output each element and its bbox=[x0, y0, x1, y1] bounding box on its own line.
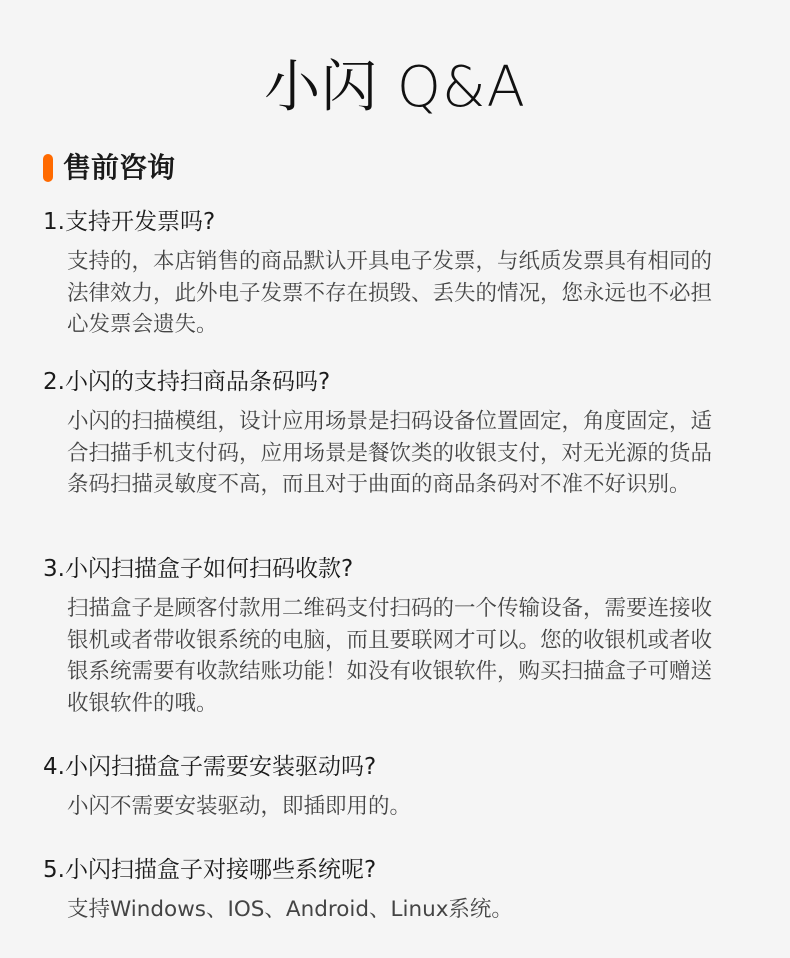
faq-answer: 小闪的扫描模组，设计应用场景是扫码设备位置固定，角度固定，适合扫描手机支付码，应用场景是餐饮类的收银支付，对无光源的货品条码扫描灵敏度不高，而且对于曲面的商品条码对不准不好识别。 bbox=[67, 409, 713, 497]
faq-answer: 支持的，本店销售的商品默认开具电子发票，与纸质发票具有相同的法律效力，此外电子发票不存在损毁、丢失的情况，您永远也不必担心发票会遗失。 bbox=[67, 249, 713, 337]
section-accent-bar bbox=[43, 154, 53, 182]
faq-question: 1.支持开发票吗? bbox=[43, 209, 216, 235]
faq-item bbox=[43, 366, 743, 501]
faq-question: 5.小闪扫描盒子对接哪些系统呢? bbox=[43, 857, 377, 883]
faq-item bbox=[43, 553, 743, 719]
faq-answer: 支持Windows、IOS、Android、Linux系统。 bbox=[67, 897, 513, 922]
faq-answer: 扫描盒子是顾客付款用二维码支付扫码的一个传输设备，需要连接收银机或者带收银系统的电脑，而且要联网才可以。您的收银机或者收银系统需要有收款结账功能！如没有收银软件，购买扫描盒子可赠送收银软件的哦。 bbox=[67, 596, 713, 716]
faq-answer: 小闪不需要安装驱动，即插即用的。 bbox=[67, 794, 412, 819]
page-title: 小闪 Q&A bbox=[264, 55, 526, 120]
faq-question: 3.小闪扫描盒子如何扫码收款? bbox=[43, 556, 354, 582]
section-header bbox=[43, 150, 175, 186]
faq-question: 2.小闪的支持扫商品条码吗? bbox=[43, 369, 331, 395]
faq-question: 4.小闪扫描盒子需要安装驱动吗? bbox=[43, 754, 377, 780]
faq-item bbox=[43, 206, 743, 341]
section-title: 售前咨询 bbox=[63, 151, 176, 184]
faq-item bbox=[43, 751, 743, 823]
faq-item bbox=[43, 854, 743, 926]
